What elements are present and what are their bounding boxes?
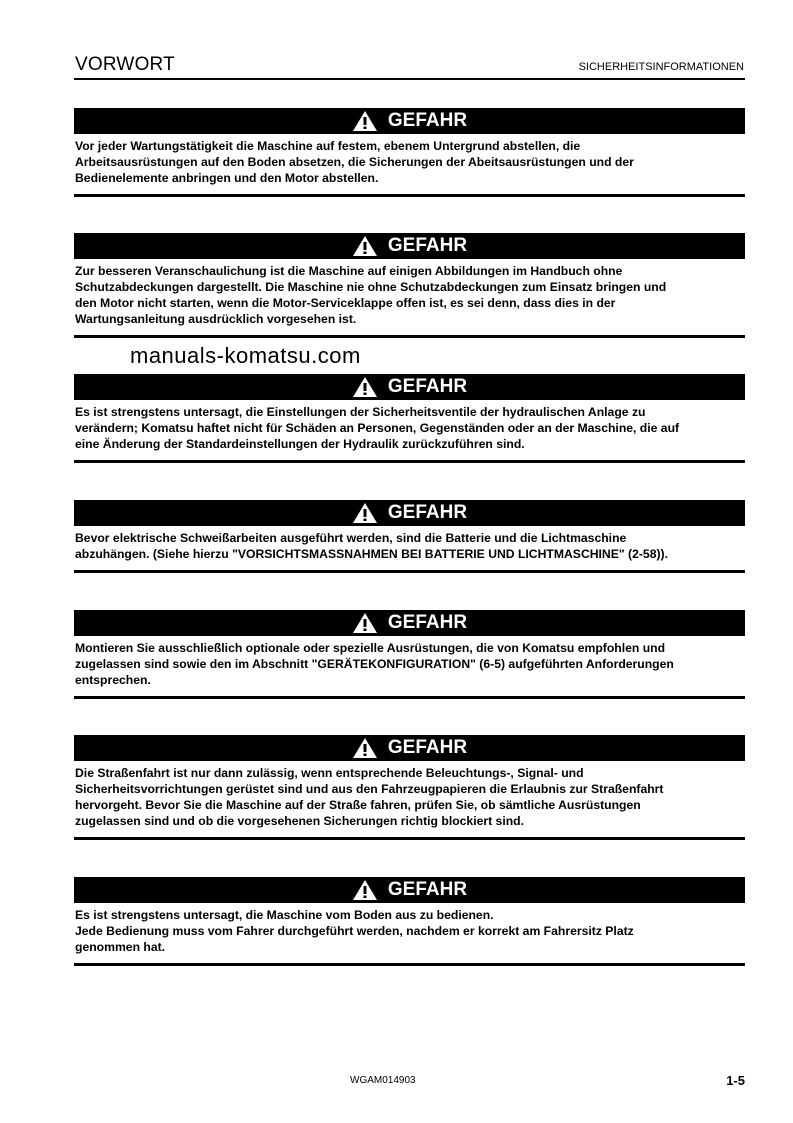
danger-banner [74,735,745,761]
warning-triangle-icon [352,612,378,634]
warning-triangle-icon [352,376,378,398]
danger-banner [74,374,745,400]
warning-triangle-icon [352,737,378,759]
danger-notice [74,233,745,338]
danger-label: GEFAHR [387,612,468,633]
document-code: WGAM014903 [350,1075,416,1086]
danger-label: GEFAHR [387,235,468,256]
danger-notice [74,500,745,573]
section-subtitle: SICHERHEITSINFORMATIONEN [578,61,744,73]
danger-notice [74,108,745,197]
notice-divider [74,570,745,573]
notice-divider [74,837,745,840]
danger-text: Bevor elektrische Schweißarbeiten ausgeführt werden, sind die Batterie und die Lichtmaschine abzuhängen. (Siehe hierzu "VORSICHTSMASSNAHMEN BEI BATTERIE UND LICHTMASCHINE" (2-58)). [75,531,668,561]
danger-banner [74,877,745,903]
danger-text: Vor jeder Wartungstätigkeit die Maschine auf festem, ebenem Untergrund abstellen, die Arbeitsausrüstungen auf den Boden absetzen, die Sicherungen der Abeitsausrüstungen und der Bedienelemente anbringen und den Motor abstellen. [75,139,634,185]
notice-divider [74,696,745,699]
page-number: 1-5 [726,1073,745,1088]
danger-text: Es ist strengstens untersagt, die Maschine vom Boden aus zu bedienen. Jede Bedienung muss vom Fahrer durchgeführt werden, nachdem er korrekt am Fahrersitz Platz genommen hat. [75,908,634,954]
danger-notice [74,877,745,966]
watermark: manuals-komatsu.com [130,343,361,368]
danger-banner [74,610,745,636]
header-divider [74,78,745,80]
danger-text: Die Straßenfahrt ist nur dann zulässig, wenn entsprechende Beleuchtungs-, Signal- und Sicherheitsvorrichtungen gerüstet sind und aus den Fahrzeugpapieren die Erlaubnis zur Straßenfahrt hervorgeht. Bevor Sie die Maschine auf der Straße fahren, prüfen Sie, ob sämtliche Ausrüstungen zugelassen sind und ob die vorgesehenen Sicherungen richtig blockiert sind. [75,766,664,828]
danger-banner [74,500,745,526]
danger-label: GEFAHR [387,737,468,758]
warning-triangle-icon [352,879,378,901]
danger-notice [74,610,745,699]
warning-triangle-icon [352,110,378,132]
danger-notice [74,374,745,463]
warning-triangle-icon [352,502,378,524]
notice-divider [74,963,745,966]
danger-text: Es ist strengstens untersagt, die Einstellungen der Sicherheitsventile der hydraulischen Anlage zu verändern; Komatsu haftet nicht für Schäden an Personen, Gegenständen oder an der Maschine, die auf eine Änderung der Standardeinstellungen der Hydraulik zurückzuführen sind. [75,405,680,451]
danger-label: GEFAHR [387,110,468,131]
danger-label: GEFAHR [387,879,468,900]
danger-banner [74,108,745,134]
danger-label: GEFAHR [387,376,468,397]
danger-text: Montieren Sie ausschließlich optionale oder spezielle Ausrüstungen, die von Komatsu empfohlen und zugelassen sind sowie den im Abschnitt "GERÄTEKONFIGURATION" (6-5) aufgeführten Anforderungen entsprechen. [75,641,674,687]
section-title: VORWORT [75,54,175,75]
danger-notice [74,735,745,840]
danger-text: Zur besseren Veranschaulichung ist die Maschine auf einigen Abbildungen im Handbuch ohne Schutzabdeckungen dargestellt. Die Maschine nie ohne Schutzabdeckungen zum Einsatz bringen und den Motor nicht starten, wenn die Motor-Serviceklappe offen ist, es sei denn, dass dies in der Wartungsanleitung ausdrücklich vorgesehen ist. [75,264,667,326]
notice-divider [74,194,745,197]
danger-banner [74,233,745,259]
danger-label: GEFAHR [387,502,468,523]
notice-divider [74,460,745,463]
notice-divider [74,335,745,338]
warning-triangle-icon [352,235,378,257]
